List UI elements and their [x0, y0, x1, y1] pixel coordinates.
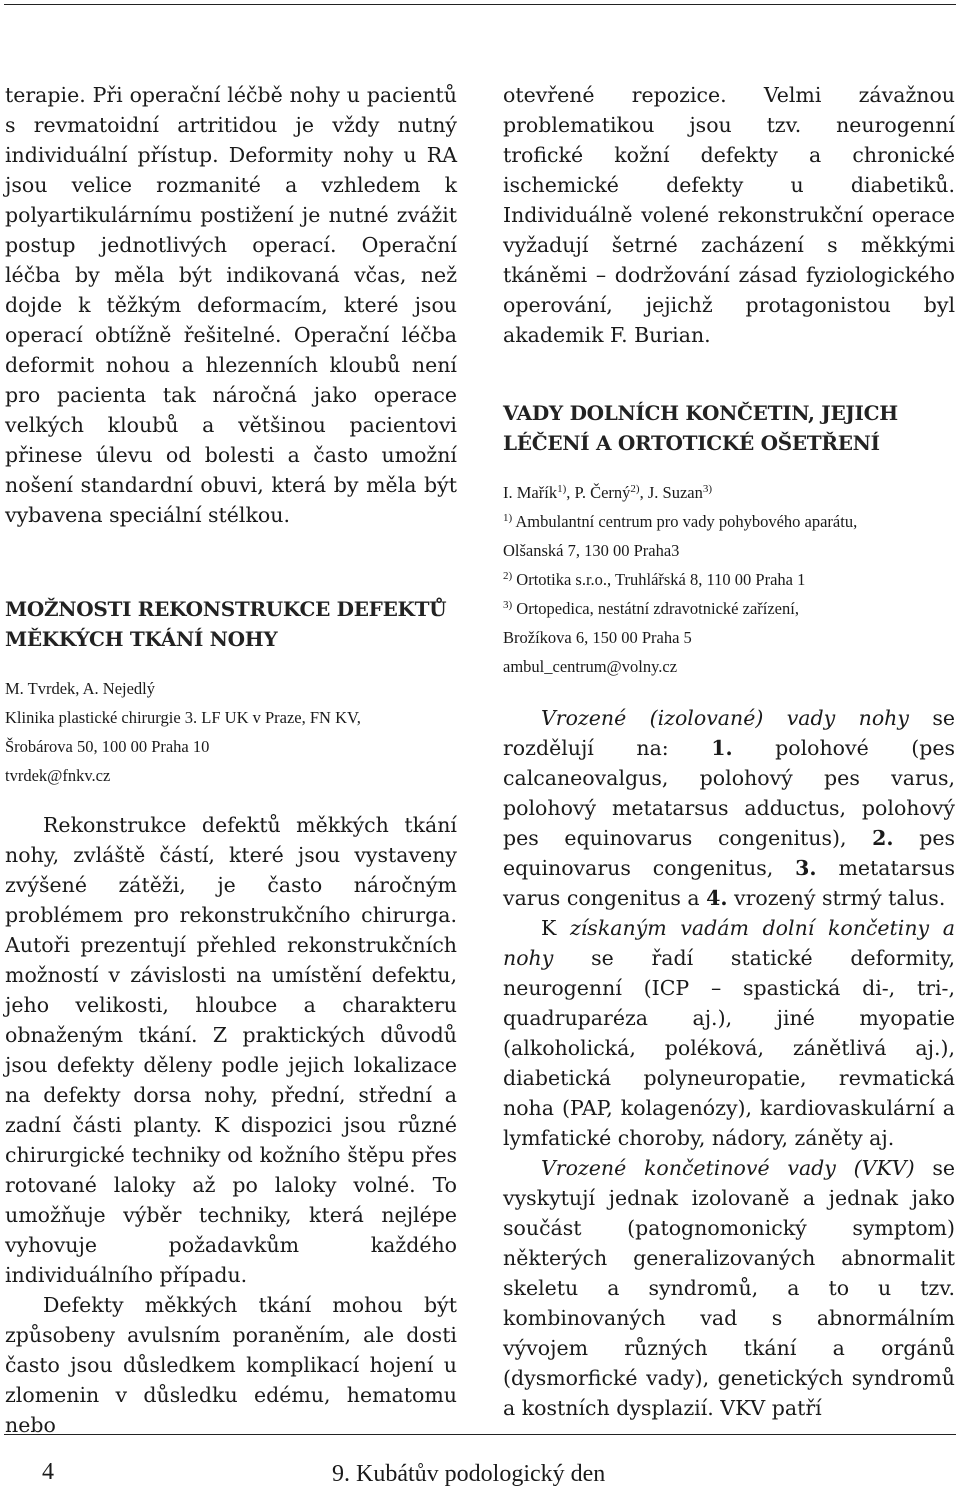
right-affiliation-2 [503, 565, 955, 594]
right-affiliation-3-address: Brožíkova 6, 150 00 Praha 5 [503, 628, 692, 647]
p2-text-e: vrozený strmý talus. [727, 886, 946, 910]
affil-2-sup: 2) [503, 570, 513, 582]
bottom-rule [4, 1434, 956, 1435]
author-suzan: , J. Suzan [639, 483, 703, 502]
affil-3-sup: 3) [503, 599, 513, 611]
affil-3-text: Ortopedica, nestátní zdravotnické zařízení, [512, 599, 799, 618]
left-author-block [5, 674, 457, 790]
right-paragraph-3 [503, 913, 955, 1153]
affil-2-text: Ortotika s.r.o., Truhlářská 8, 110 00 Praha 1 [512, 570, 806, 589]
top-rule [4, 4, 956, 5]
congenital-defects-term: Vrozené (izolované) vady nohy [541, 706, 909, 730]
right-author-block [503, 478, 955, 681]
right-affiliation-1 [503, 507, 955, 536]
left-institution: Klinika plastické chirurgie 3. LF UK v Praze, FN KV, [5, 708, 361, 727]
left-address: Šrobárova 50, 100 00 Praha 10 [5, 737, 210, 756]
page-number: 4 [42, 1459, 54, 1485]
right-email[interactable]: ambul_centrum@volny.cz [503, 657, 678, 676]
author-cerny: , P. Černý [566, 483, 631, 502]
left-paragraph-1: terapie. Při operační léčbě nohy u pacientů s revmatoidní artritidou je vždy nutný individuální přístup. Deformity nohy u RA jsou velice rozmanité a vzhledem k polyartikulárnímu postižení je nutné zvážit postup jednotlivých operací. Operační léčba by měla být indikovaná včas, než dojde k těžkým deformacím, které jsou operací obtížně řešitelné. Operační léčba deformit nohou a hlezenních kloubů není pro pacienta tak náročná jako operace velkých kloubů a většinou pacientovi přinese úlevu od bolesti a často umožní nošení standardní obuvi, která by měla být vybavena speciální stélkou. [5, 83, 457, 527]
left-paragraph-3: Defekty měkkých tkání mohou být způsobeny avulsním poraněním, ale dosti často jsou důsledkem komplikací hojení u zlomenin v důsledku edému, hematomu nebo [5, 1293, 457, 1437]
p2-text-c: pes equinovarus congenitus, [503, 826, 955, 880]
p2-text-b: polohové (pes calcaneovalgus, polohový pes varus, polohový metatarsus adductus, polohový pes equinovarus congenitus), [503, 736, 955, 850]
left-authors: M. Tvrdek, A. Nejedlý [5, 679, 156, 698]
right-paragraph-1: otevřené repozice. Velmi závažnou problematikou jsou tzv. neurogenní trofické kožní defekty a chronické ischemické defekty u diabetiků. Individuálně volené rekonstrukční operace vyžadují šetrné zacházení s měkkými tkáněmi – dodržování zásad fyziologického operování, jejichž protagonistou byl akademik F. Burian. [503, 83, 955, 347]
p2-text-d: metatarsus varus congenitus a [503, 856, 955, 910]
p2-num-3: 3. [795, 856, 817, 880]
right-heading-line-2: LÉČENÍ A ORTOTICKÉ OŠETŘENÍ [503, 431, 880, 455]
affil-1-sup: 1) [503, 512, 513, 524]
p2-num-1: 1. [711, 736, 733, 760]
right-heading-line-1: VADY DOLNÍCH KONČETIN, JEJICH [503, 401, 898, 425]
left-section-heading [5, 594, 457, 654]
right-paragraph-4 [503, 1153, 955, 1423]
right-column [503, 80, 955, 1423]
p4-text-b: se vyskytují jednak izolovaně a jednak jako součást (patognomonický symptom) některých generalizovaných abnormalit skeletu a syndromů, a to u tzv. kombinovaných vad s abnormálním vývojem různých tkání a orgánů (dysmorfické vady), genetických syndromů a kostních dysplazií. VKV patří [503, 1156, 955, 1420]
left-heading-line-1: MOŽNOSTI REKONSTRUKCE DEFEKTŮ [5, 597, 447, 621]
left-paragraph-2: Rekonstrukce defektů měkkých tkání nohy, zvláště částí, které jsou vystaveny zvýšené zátěži, je často náročným problémem pro rekonstrukčního chirurga. Autoři prezentují přehled rekonstrukčních možností v závislosti na umístění defektu, jeho velikosti, hloubce a charakteru obnaženým tkání. Z praktických důvodů jsou defekty děleny podle jejich lokalizace na defekty dorsa nohy, přední, střední a zadní části planty. K dispozici jsou různé chirurgické techniky od kožního štěpu přes rotované laloky až po laloky volné. To umožňuje výběr techniky, která nejlépe vyhovuje požadavkům každého individuálního případu. [5, 813, 457, 1287]
p3-text-a: K [541, 916, 570, 940]
author-cerny-sup: 2) [630, 483, 640, 495]
author-marik: I. Mařík [503, 483, 558, 502]
p2-num-4: 4. [706, 886, 728, 910]
p2-text-a: se rozdělují na: [503, 706, 955, 760]
left-column [5, 80, 457, 1440]
acquired-defects-term: získaným vadám dolní končetiny a nohy [503, 916, 955, 970]
vkv-term: Vrozené končetinové vady (VKV) [541, 1156, 915, 1180]
affil-1-text: Ambulantní centrum pro vady pohybového aparátu, [512, 512, 858, 531]
right-authors [503, 478, 955, 507]
left-email[interactable]: tvrdek@fnkv.cz [5, 766, 111, 785]
footer-title: 9. Kubátův podologický den [332, 1461, 606, 1487]
right-section-heading [503, 398, 955, 458]
author-suzan-sup: 3) [702, 483, 713, 495]
p3-text-b: se řadí statické deformity, neurogenní (ICP – spastická di-, tri-, quadruparéza aj.), jiné myopatie (alkoholická, poléková, zánětlivá aj.), diabetická polyneuropatie, revmatická noha (PAP, kolagenózy), kardiovaskulární a lymfatické choroby, nádory, záněty aj. [503, 946, 955, 1150]
left-heading-line-2: MĚKKÝCH TKÁNÍ NOHY [5, 627, 278, 651]
right-affiliation-1-address: Olšanská 7, 130 00 Praha3 [503, 541, 680, 560]
p2-num-2: 2. [872, 826, 894, 850]
right-affiliation-3 [503, 594, 955, 623]
author-marik-sup: 1) [557, 483, 567, 495]
right-paragraph-2 [503, 703, 955, 913]
